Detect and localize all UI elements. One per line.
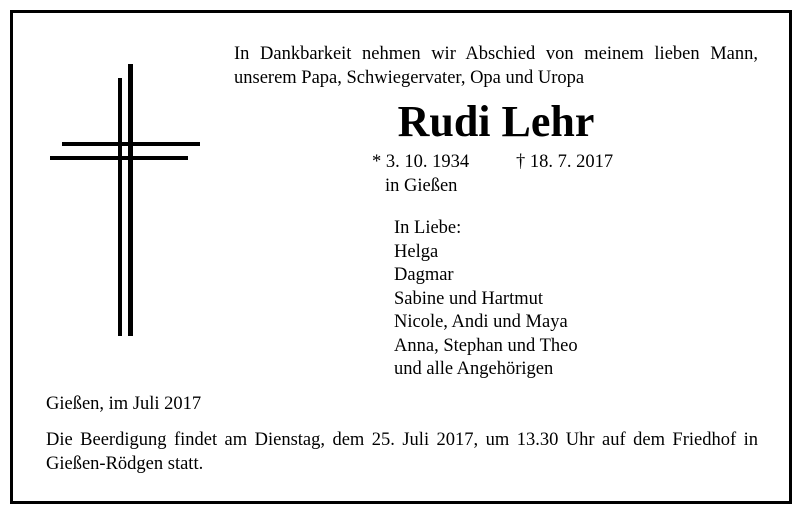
mourners-heading: In Liebe: xyxy=(394,218,462,238)
mourners-list xyxy=(394,217,578,382)
mourner-name: und alle Angehörigen xyxy=(394,359,554,379)
mourner-name: Dagmar xyxy=(394,265,454,285)
mourner-name: Nicole, Andi und Maya xyxy=(394,312,568,332)
birthplace: in Gießen xyxy=(385,176,458,196)
deceased-name: Rudi Lehr xyxy=(397,97,595,146)
death-date: † 18. 7. 2017 xyxy=(516,152,614,172)
mourner-name: Sabine und Hartmut xyxy=(394,288,544,309)
cross-icon xyxy=(50,64,200,336)
birth-date: * 3. 10. 1934 xyxy=(372,152,470,172)
intro-text: In Dankbarkeit nehmen wir Abschied von meinem lieben Mann, unserem Papa, Schwiegervater, Opa und Uropa xyxy=(234,44,758,88)
mourner-name: Anna, Stephan und Theo xyxy=(394,335,578,356)
funeral-info: Die Beerdigung findet am Dienstag, dem 25. Juli 2017, um 13.30 Uhr auf dem Friedhof in Gießen-Rödgen statt. xyxy=(46,430,758,474)
mourner-name: Helga xyxy=(394,241,439,262)
location-date: Gießen, im Juli 2017 xyxy=(46,394,202,414)
